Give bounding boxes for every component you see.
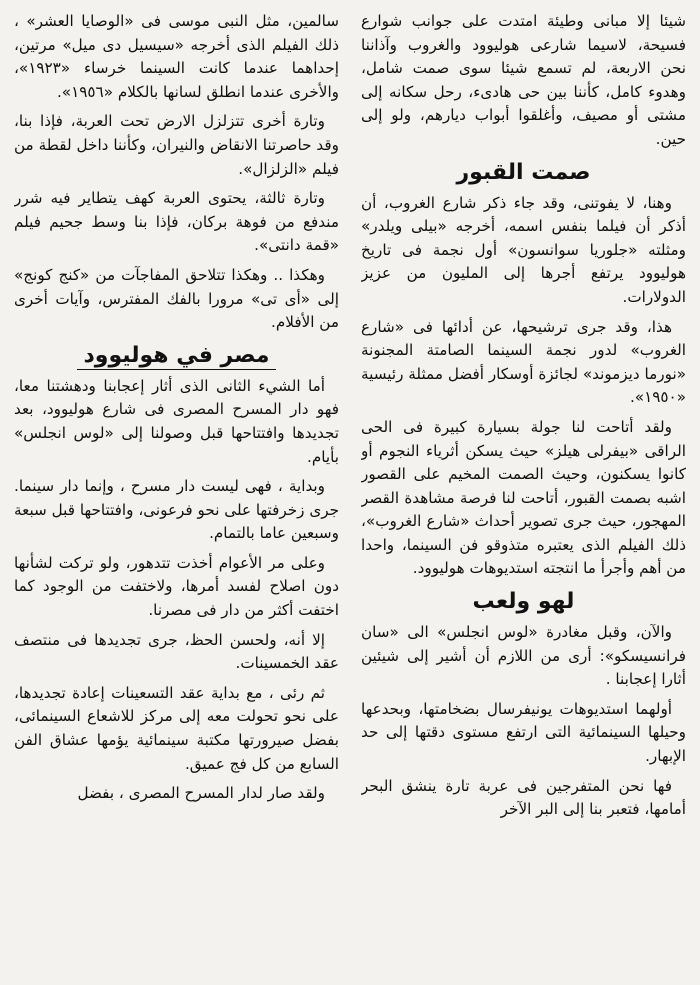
paragraph: أما الشيء الثانى الذى أثار إعجابنا ودهشتنا معا، فهو دار المسرح المصرى فى شارع هوليوود، بعد تجديدها وافتتاحها قبل وصولنا إلى «لوس انجلس» بأيام.: [14, 376, 339, 466]
paragraph: أولهما استديوهات يونيفرسال بضخامتها، وبحدعها وحيلها السينمائية التى ارتفع مستوى دقتها إلى حد الإبهار.: [361, 699, 686, 766]
paragraph: فها نحن المتفرجين فى عربة تارة ينشق البحر أمامها، فتعبر بنا إلى البر الآخر: [361, 776, 686, 819]
paragraph: وتارة أخرى تتزلزل الارض تحت العربة، فإذا بنا، وقد حاصرتنا الانقاض والنيران، وكأننا داخل لقطة من فيلم «الزلزال».: [14, 112, 339, 178]
section-heading-silence-of-graves: صمت القبور: [456, 159, 591, 185]
left-column: [14, 10, 339, 985]
paragraph: ولقد أتاحت لنا جولة بسيارة كبيرة فى الحى الراقى «بيفرلى هيلز» حيث يسكن أثرياء النجوم أو كانوا يسكنون، وحيث الصمت المخيم على القصور اشبه بصمت القبور، أتاحت لنا فرصة مشاهدة القصر المهجور، حيث جرى تصوير أحداث «شارع الغروب»، ذلك الفيلم الذى يعتبره متذوقو فن السينما، واحدا من أهم وأجرأ ما انتجته استديوهات هوليوود.: [361, 417, 686, 578]
section-heading-egypt-in-hollywood: [14, 341, 339, 371]
paragraph: وعلى مر الأعوام أخذت تتدهور، ولو تركت لشأنها دون اصلاح لفسد أمرها، ولاختفت من الوجود كما اختفت أكثر من دار فى مصرنا.: [14, 553, 339, 620]
paragraph: ولقد صار لدار المسرح المصرى ، بفضل: [77, 784, 325, 803]
right-column: [361, 10, 686, 985]
heading-text: مصر في هوليوود: [77, 343, 275, 370]
paragraph: هذا، وقد جرى ترشيحها، عن أدائها فى «شارع الغروب» لدور نجمة السينما الصامتة المجنونة «نورما ديزموند» لجائزة أوسكار أفضل ممثلة رئيسية «١٩٥٠».: [361, 317, 686, 407]
paragraph: ثم رئى ، مع بداية عقد التسعينات إعادة تجديدها، على نحو تحولت معه إلى مركز للاشعاع السينمائى، بفضل صيرورتها مكتبة سينمائية يؤمها عشاق الفن السابع من كل فج عميق.: [14, 683, 339, 773]
paragraph: وبداية ، فهى ليست دار مسرح ، وإنما دار سينما. جرى زخرفتها على نحو فرعونى، وافتتاحها قبل سبعة وسبعين عاما بالتمام.: [14, 477, 339, 543]
paragraph: وهكذا .. وهكذا تتلاحق المفاجآت من «كنج كونج» إلى «أى تى» مرورا بالفك المفترس، وآيات أخرى من الأفلام.: [14, 265, 339, 332]
paragraph: سالمين، مثل النبى موسى فى «الوصايا العشر» ، ذلك الفيلم الذى أخرجه «سيسيل دى ميل» مرتين، إحداهما عندما كانت السينما خرساء «١٩٢٣»، والأخرى عندما انطلق لسانها بالكلام «١٩٥٦».: [14, 12, 339, 101]
paragraph: والآن، وقبل مغادرة «لوس انجلس» الى «سان فرانسيسكو»: أرى من اللازم أن أشير إلى شيئين أثارا إعجابنا .: [361, 623, 686, 689]
paragraph: وهنا، لا يفوتنى، وقد جاء ذكر شارع الغروب، أن أذكر أن فيلما بنفس اسمه، أخرجه «بيلى ويلدر» ومثلته «جلوريا سوانسون» أول نجمة فى تاريخ هوليوود يرتفع أجرها إلى المليون من عزيز الدولارات.: [361, 193, 686, 306]
paragraph: وتارة ثالثة، يحتوى العربة كهف يتطاير فيه شرر مندفع من فوهة بركان، فإذا بنا وسط جحيم فيلم «قمة دانتى».: [14, 189, 339, 255]
paragraph: شيئا إلا مبانى وطيئة امتدت على جوانب شوارع فسيحة، لاسيما شارعى هوليوود والغروب وآذاننا نحن الاربعة، لم تسمع شيئا سوى صمت شامل، وهدوء كامل، كأننا بين حى هادىء، رحل سكانه إلى مشتى أو مصيف، وأغلقوا أبواب ديارهم، ولو إلى حين.: [361, 12, 686, 148]
section-heading-fun-and-games: لهو ولعب: [472, 589, 575, 615]
paragraph: إلا أنه، ولحسن الحظ، جرى تجديدها فى منتصف عقد الخمسينات.: [14, 630, 339, 673]
